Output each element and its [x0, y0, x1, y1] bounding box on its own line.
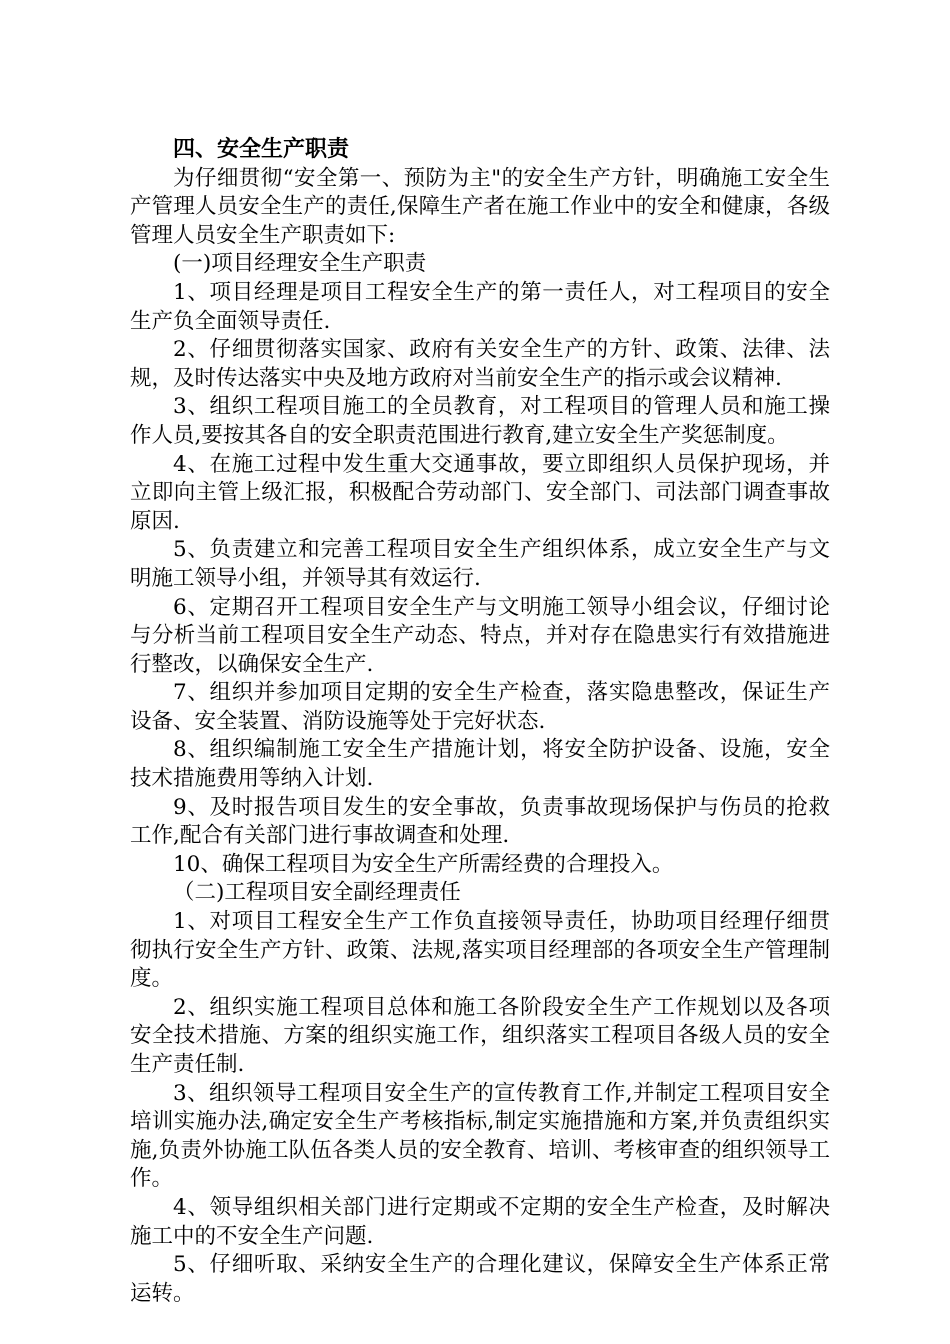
paragraph-pm-item-7: 7、组织并参加项目定期的安全生产检查，落实隐患整改，保证生产设备、安全装置、消防设施等处于完好状态. [130, 680, 830, 734]
paragraph-pm-item-3: 3、组织工程项目施工的全员教育，对工程项目的管理人员和施工操作人员,要按其各自的安全职责范围进行教育,建立安全生产奖惩制度。 [130, 394, 830, 448]
paragraph-pm-item-5: 5、负责建立和完善工程项目安全生产组织体系，成立安全生产与文明施工领导小组，并领导其有效运行. [130, 537, 830, 591]
subsection-heading-deputy-manager: （二)工程项目安全副经理责任 [173, 880, 461, 906]
paragraph-dm-item-1: 1、对项目工程安全生产工作负直接领导责任，协助项目经理仔细贯彻执行安全生产方针、政策、法规,落实项目经理部的各项安全生产管理制度。 [130, 909, 830, 992]
document-page [130, 136, 830, 1308]
paragraph-pm-item-8: 8、组织编制施工安全生产措施计划，将安全防护设备、设施，安全技术措施费用等纳入计划. [130, 737, 830, 792]
section-heading: 四、安全生产职责 [173, 137, 350, 162]
paragraph-pm-item-10: 10、确保工程项目为安全生产所需经费的合理投入。 [173, 851, 674, 877]
intro-paragraph: 为仔细贯彻“安全第一、预防为主"的安全生产方针，明确施工安全生产管理人员安全生产的责任,保障生产者在施工作业中的安全和健康，各级管理人员安全生产职责如下: [130, 165, 830, 248]
paragraph-dm-item-3: 3、组织领导工程项目安全生产的宣传教育工作,并制定工程项目安全培训实施办法,确定安全生产考核指标,制定实施措施和方案,并负责组织实施,负责外协施工队伍各类人员的安全教育、培训、考核审查的组织领导工作。 [130, 1080, 830, 1192]
subsection-heading-project-manager: (一)项目经理安全生产职责 [173, 251, 427, 277]
paragraph-pm-item-2: 2、仔细贯彻落实国家、政府有关安全生产的方针、政策、法律、法规，及时传达落实中央及地方政府对当前安全生产的指示或会议精神. [130, 337, 830, 391]
paragraph-dm-item-2: 2、组织实施工程项目总体和施工各阶段安全生产工作规划以及各项安全技术措施、方案的组织实施工作，组织落实工程项目各级人员的安全生产责任制. [130, 994, 830, 1077]
paragraph-dm-item-4: 4、领导组织相关部门进行定期或不定期的安全生产检查，及时解决施工中的不安全生产问题. [130, 1194, 830, 1249]
paragraph-pm-item-4: 4、在施工过程中发生重大交通事故，要立即组织人员保护现场，并立即向主管上级汇报，积极配合劳动部门、安全部门、司法部门调查事故原因. [130, 451, 830, 534]
paragraph-pm-item-6: 6、定期召开工程项目安全生产与文明施工领导小组会议，仔细讨论与分析当前工程项目安全生产动态、特点，并对存在隐患实行有效措施进行整改，以确保安全生产. [130, 594, 830, 677]
paragraph-pm-item-1: 1、项目经理是项目工程安全生产的第一责任人，对工程项目的安全生产负全面领导责任. [130, 279, 830, 334]
paragraph-dm-item-5: 5、仔细听取、采纳安全生产的合理化建议，保障安全生产体系正常运转。 [130, 1252, 830, 1306]
paragraph-pm-item-9: 9、及时报告项目发生的安全事故，负责事故现场保护与伤员的抢救工作,配合有关部门进行事故调查和处理. [130, 794, 830, 849]
